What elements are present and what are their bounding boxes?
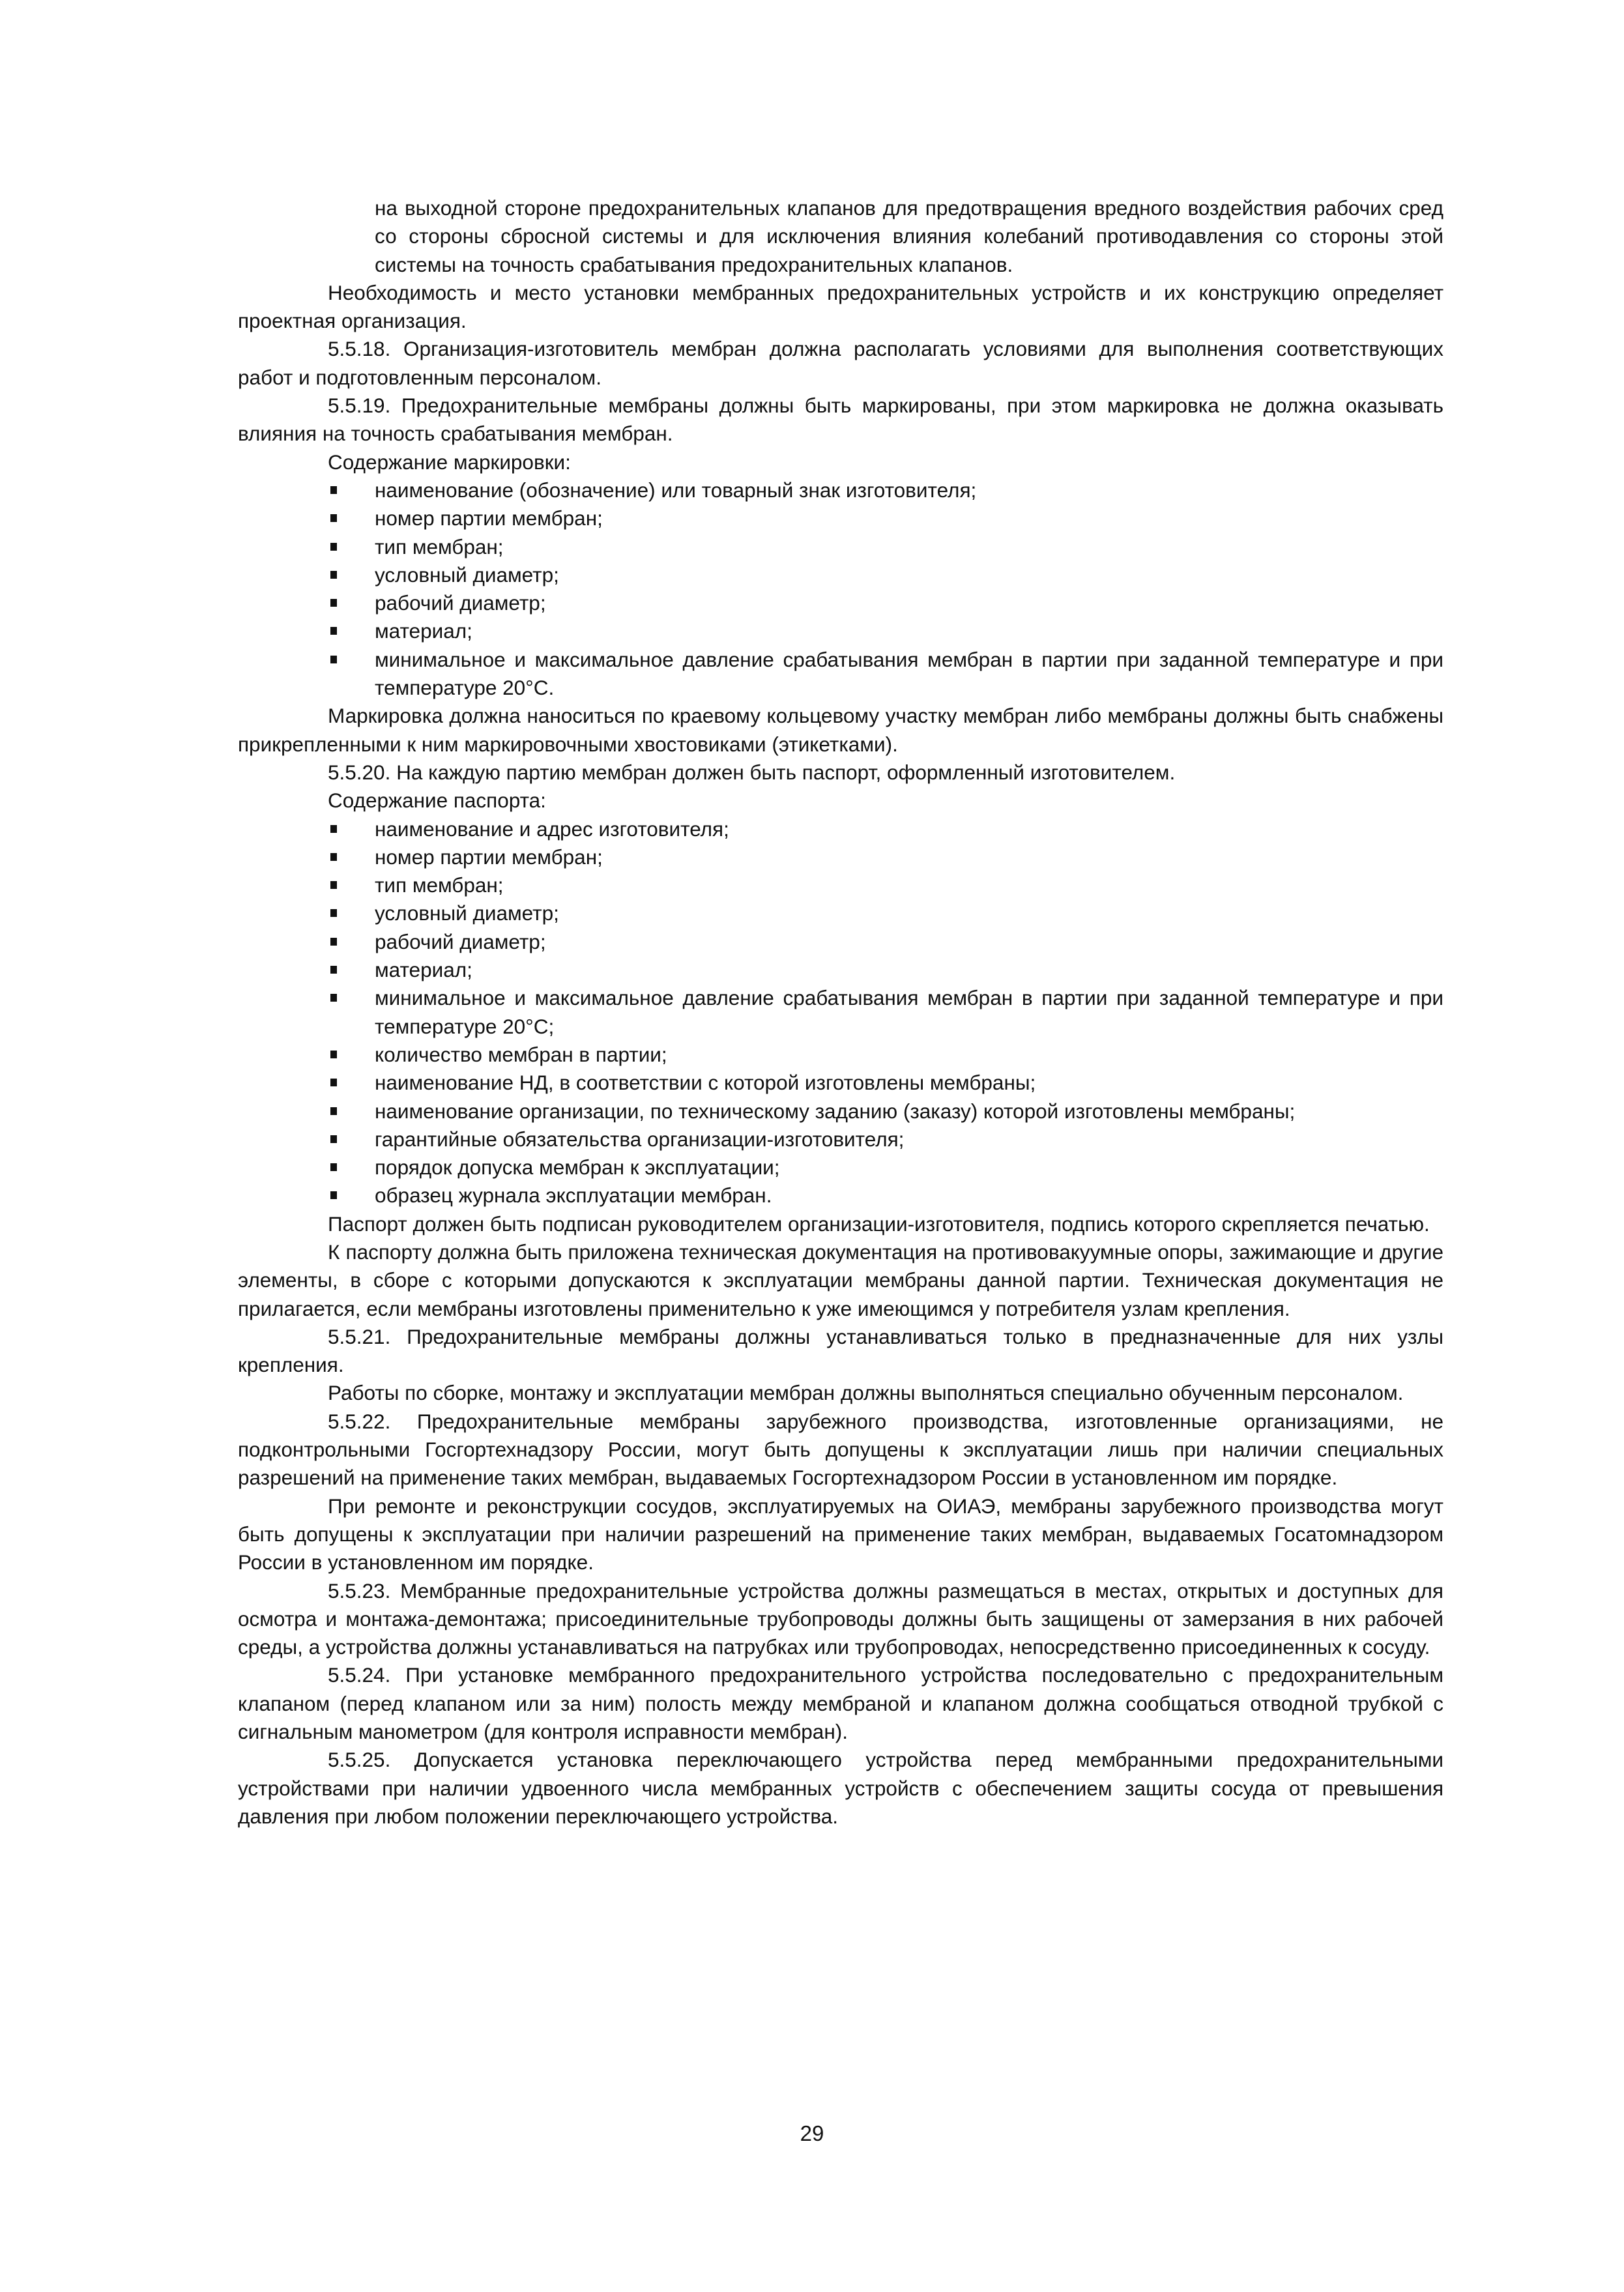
list-item: наименование и адрес изготовителя;: [238, 815, 1443, 843]
list-item: тип мембран;: [238, 871, 1443, 899]
clause-5-5-18: 5.5.18. Организация-изготовитель мембран должна располагать условиями для выполнения соответствующих работ и подготовленным персоналом.: [238, 337, 1443, 389]
list-item: наименование организации, по техническому заданию (заказу) которой изготовлены мембраны;: [238, 1097, 1443, 1125]
passport-heading: Содержание паспорта:: [328, 789, 546, 813]
list-item: наименование НД, в соответствии с которой изготовлены мембраны;: [238, 1069, 1443, 1097]
works-paragraph: Работы по сборке, монтажу и эксплуатации мембран должны выполняться специально обученным персоналом.: [328, 1381, 1404, 1405]
document-body: [238, 194, 1443, 1831]
list-item: материал;: [238, 617, 1443, 645]
clause-5-5-24: 5.5.24. При установке мембранного предохранительного устройства последовательно с предохранительным клапаном (перед клапаном или за ним) полость между мембраной и клапаном должна сообщаться отводной трубкой с сигнальным манометром (для контроля исправности мембран).: [238, 1663, 1443, 1744]
list-item: минимальное и максимальное давление срабатывания мембран в партии при заданной температуре и при температуре 20°С;: [238, 984, 1443, 1041]
list-item: наименование (обозначение) или товарный знак изготовителя;: [238, 476, 1443, 504]
clause-5-5-21: 5.5.21. Предохранительные мембраны должны устанавливаться только в предназначенные для них узлы крепления.: [238, 1324, 1443, 1377]
list-item: условный диаметр;: [238, 561, 1443, 589]
passport-signed-paragraph: Паспорт должен быть подписан руководителем организации-изготовителя, подпись которого скрепляется печатью.: [328, 1211, 1430, 1236]
clause-5-5-20: 5.5.20. На каждую партию мембран должен быть паспорт, оформленный изготовителем.: [328, 760, 1176, 784]
list-item: гарантийные обязательства организации-изготовителя;: [238, 1125, 1443, 1153]
list-item: количество мембран в партии;: [238, 1041, 1443, 1069]
list-item: рабочий диаметр;: [238, 589, 1443, 617]
list-item: рабочий диаметр;: [238, 928, 1443, 956]
clause-5-5-25: 5.5.25. Допускается установка переключающего устройства перед мембранными предохранительными устройствами при наличии удвоенного числа мембранных устройств с обеспечением защиты сосуда от превышения давления при любом положении переключающего устройства.: [238, 1748, 1443, 1828]
list-item: минимальное и максимальное давление срабатывания мембран в партии при заданной температуре и при температуре 20°С.: [238, 646, 1443, 703]
passport-docs-paragraph: К паспорту должна быть приложена техническая документация на противовакуумные опоры, зажимающие и другие элементы, в сборе с которыми допускаются к эксплуатации мембраны данной партии. Техническая документация не прилагается, если мембраны изготовлены применительно к уже имеющимся у потребителя узлам крепления.: [238, 1240, 1443, 1320]
repair-paragraph: При ремонте и реконструкции сосудов, эксплуатируемых на ОИАЭ, мембраны зарубежного производства могут быть допущены к эксплуатации при наличии разрешений на применение таких мембран, выдаваемых Госатомнадзором России в установленном им порядке.: [238, 1494, 1443, 1574]
list-item: условный диаметр;: [238, 899, 1443, 927]
clause-5-5-19: 5.5.19. Предохранительные мембраны должны быть маркированы, при этом маркировка не должна оказывать влияния на точность срабатывания мембран.: [238, 394, 1443, 446]
list-item: номер партии мембран;: [238, 843, 1443, 871]
page-number: 29: [800, 2121, 824, 2145]
list-item: тип мембран;: [238, 533, 1443, 561]
list-item: образец журнала эксплуатации мембран.: [238, 1182, 1443, 1210]
marking-list: [238, 476, 1443, 702]
paragraph-necessity: Необходимость и место установки мембранных предохранительных устройств и их конструкцию определяет проектная организация.: [238, 280, 1443, 333]
marking-heading: Содержание маркировки:: [328, 450, 571, 474]
list-item: порядок допуска мембран к эксплуатации;: [238, 1153, 1443, 1182]
continuation-paragraph: на выходной стороне предохранительных клапанов для предотвращения вредного воздействия рабочих сред со стороны сбросной системы и для исключения влияния колебаний противодавления со стороны этой системы на точность срабатывания предохранительных клапанов.: [375, 196, 1443, 276]
marking-note: Маркировка должна наноситься по краевому кольцевому участку мембран либо мембраны должны быть снабжены прикрепленными к ним маркировочными хвостовиками (этикетками).: [238, 704, 1443, 756]
list-item: номер партии мембран;: [238, 504, 1443, 532]
passport-list: [238, 815, 1443, 1210]
clause-5-5-22: 5.5.22. Предохранительные мембраны зарубежного производства, изготовленные организациями, не подконтрольными Госгортехнадзору России, могут быть допущены к эксплуатации лишь при наличии специальных разрешений на применение таких мембран, выдаваемых Госгортехнадзором России в установленном им порядке.: [238, 1409, 1443, 1490]
clause-5-5-23: 5.5.23. Мембранные предохранительные устройства должны размещаться в местах, открытых и доступных для осмотра и монтажа-демонтажа; присоединительные трубопроводы должны быть защищены от замерзания в них рабочей среды, а устройства должны устанавливаться на патрубках или трубопроводах, непосредственно присоединенных к сосуду.: [238, 1578, 1443, 1659]
list-item: материал;: [238, 956, 1443, 984]
